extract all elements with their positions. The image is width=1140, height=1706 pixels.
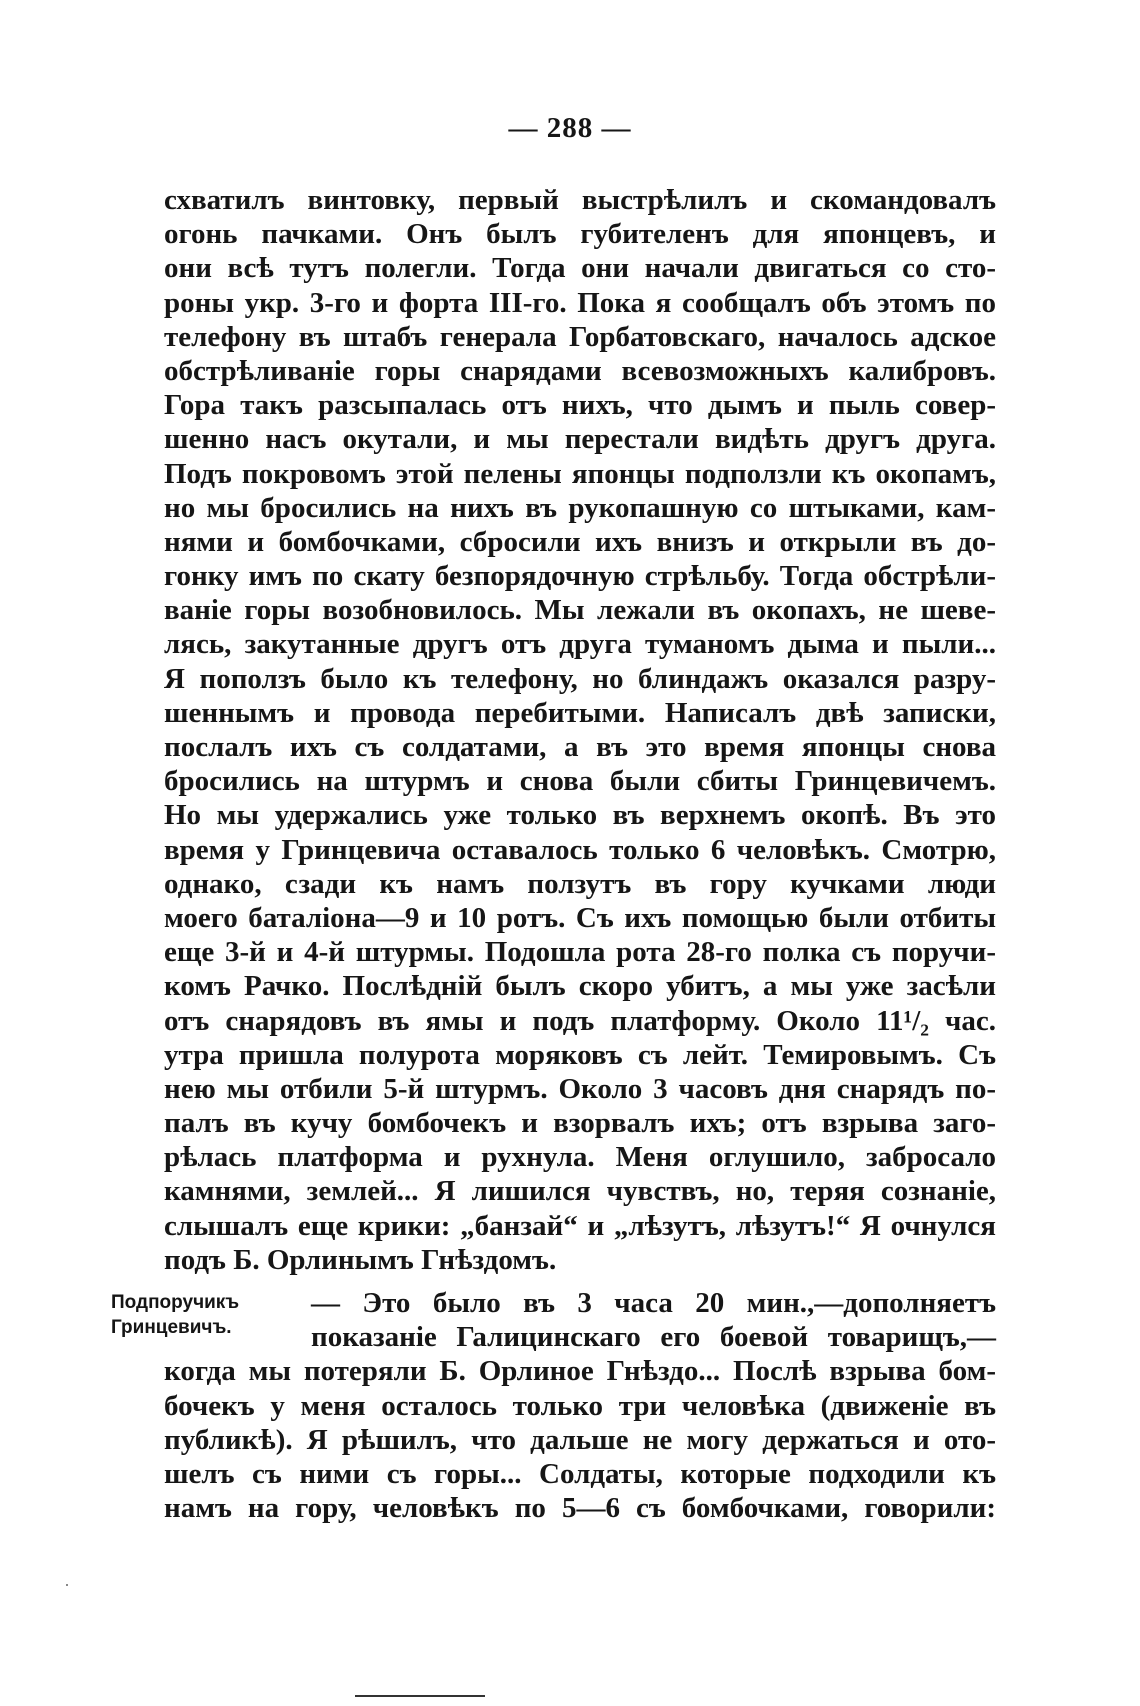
text-line: нею мы отбили 5-й штурмъ. Около 3 часовъ дня снарядъ по- — [164, 1072, 996, 1105]
text-line: ванiе горы возобновилось. Мы лежали въ окопахъ, не шеве- — [164, 594, 996, 627]
text-line: Гора такъ разсыпалась отъ нихъ, что дымъ и пыль совер- — [164, 389, 996, 422]
text-line: показанiе Галицинскаго его боевой товарищъ,— — [311, 1321, 996, 1354]
text-line: они всѣ тутъ полегли. Тогда они начали двигаться со сто- — [164, 252, 996, 285]
text-line: когда мы потеряли Б. Орлиное Гнѣздо... Послѣ взрыва бом- — [164, 1355, 996, 1388]
text-line: нями и бомбочками, сбросили ихъ внизъ и открыли въ до- — [164, 525, 996, 558]
text-line: но мы бросились на нихъ въ рукопашную со штыками, кам- — [164, 491, 996, 524]
text-line: подъ Б. Орлинымъ Гнѣздомъ. — [164, 1243, 557, 1276]
text-line: однако, сзади къ намъ ползутъ въ гору кучками люди — [164, 867, 996, 900]
text-line: Подъ покровомъ этой пелены японцы подползли къ окопамъ, — [164, 457, 996, 490]
text-line: схватилъ винтовку, первый выстрѣлилъ и скомандовалъ — [164, 184, 996, 216]
text-line: камнями, землей... Я лишился чувствъ, но, теряя сознанiе, — [164, 1175, 996, 1208]
second-paragraph — [164, 1286, 996, 1525]
main-paragraph — [164, 183, 996, 1277]
text-line: роны укр. 3-го и форта III-го. Пока я сообщалъ объ этомъ по — [164, 286, 996, 319]
text-line: намъ на гору, человѣкъ по 5—6 съ бомбочками, говорили: — [164, 1492, 996, 1525]
text-line: Я поползъ было къ телефону, но блиндажъ оказался разру- — [164, 662, 996, 695]
text-line: гонку имъ по скату безпорядочную стрѣльбу. Тогда обстрѣли- — [164, 560, 996, 593]
text-line: послалъ ихъ съ солдатами, а въ это время японцы снова — [164, 731, 996, 763]
text-line: телефону въ штабъ генерала Горбатовскаго, началось адское — [164, 320, 996, 353]
text-line: отъ снарядовъ въ ямы и подъ платформу. Около 11¹/₂ час. — [164, 1004, 996, 1037]
text-line: обстрѣливанiе горы снарядами всевозможныхъ калибровъ. — [164, 354, 996, 387]
text-line: бочекъ у меня осталось только три человѣка (движенiе въ — [164, 1389, 996, 1422]
text-line: моего баталiона—9 и 10 ротъ. Съ ихъ помощью были отбиты — [164, 901, 996, 934]
text-line: еще 3-й и 4-й штурмы. Подошла рота 28-го полка съ поручи- — [164, 936, 996, 969]
text-line: — Это было въ 3 часа 20 мин.,—дополняетъ — [311, 1287, 996, 1319]
scan-speck — [66, 1584, 68, 1586]
text-line: слышалъ еще крики: „банзай“ и „лѣзутъ, лѣзутъ!“ Я очнулся — [164, 1209, 996, 1242]
margin-note-name: Гринцевичъ. — [111, 1317, 232, 1338]
text-line: шелъ съ ними съ горы... Солдаты, которые подходили къ — [164, 1457, 996, 1490]
text-line: лясь, закутанные другъ отъ друга туманомъ дыма и пыли... — [164, 628, 996, 661]
text-line: время у Гринцевича оставалось только 6 человѣкъ. Смотрю, — [164, 833, 996, 866]
text-line: Но мы удержались уже только въ верхнемъ окопѣ. Въ это — [164, 799, 996, 832]
text-line: утра пришла полурота моряковъ съ лейт. Темировымъ. Съ — [164, 1038, 996, 1071]
text-line: бросились на штурмъ и снова были сбиты Гринцевичемъ. — [164, 765, 996, 798]
text-line: шеннымъ и провода перебитыми. Написалъ двѣ записки, — [164, 696, 996, 729]
text-line: рѣлась платформа и рухнула. Меня оглушило, забросало — [164, 1141, 996, 1174]
text-line: публикѣ). Я рѣшилъ, что дальше не могу держаться и ото- — [164, 1423, 996, 1456]
margin-note-rank: Подпоручикъ — [111, 1292, 240, 1313]
footer-rule — [355, 1695, 485, 1697]
text-line: палъ въ кучу бомбочекъ и взорвалъ ихъ; отъ взрыва заго- — [164, 1107, 996, 1140]
text-line: огонь пачками. Онъ былъ губителенъ для японцевъ, и — [164, 218, 996, 251]
text-line: шенно насъ окутали, и мы перестали видѣть другъ друга. — [164, 423, 996, 456]
page-number: — 288 — — [508, 112, 632, 144]
text-line: комъ Рачко. Послѣднiй былъ скоро убитъ, а мы уже засѣли — [164, 970, 996, 1003]
